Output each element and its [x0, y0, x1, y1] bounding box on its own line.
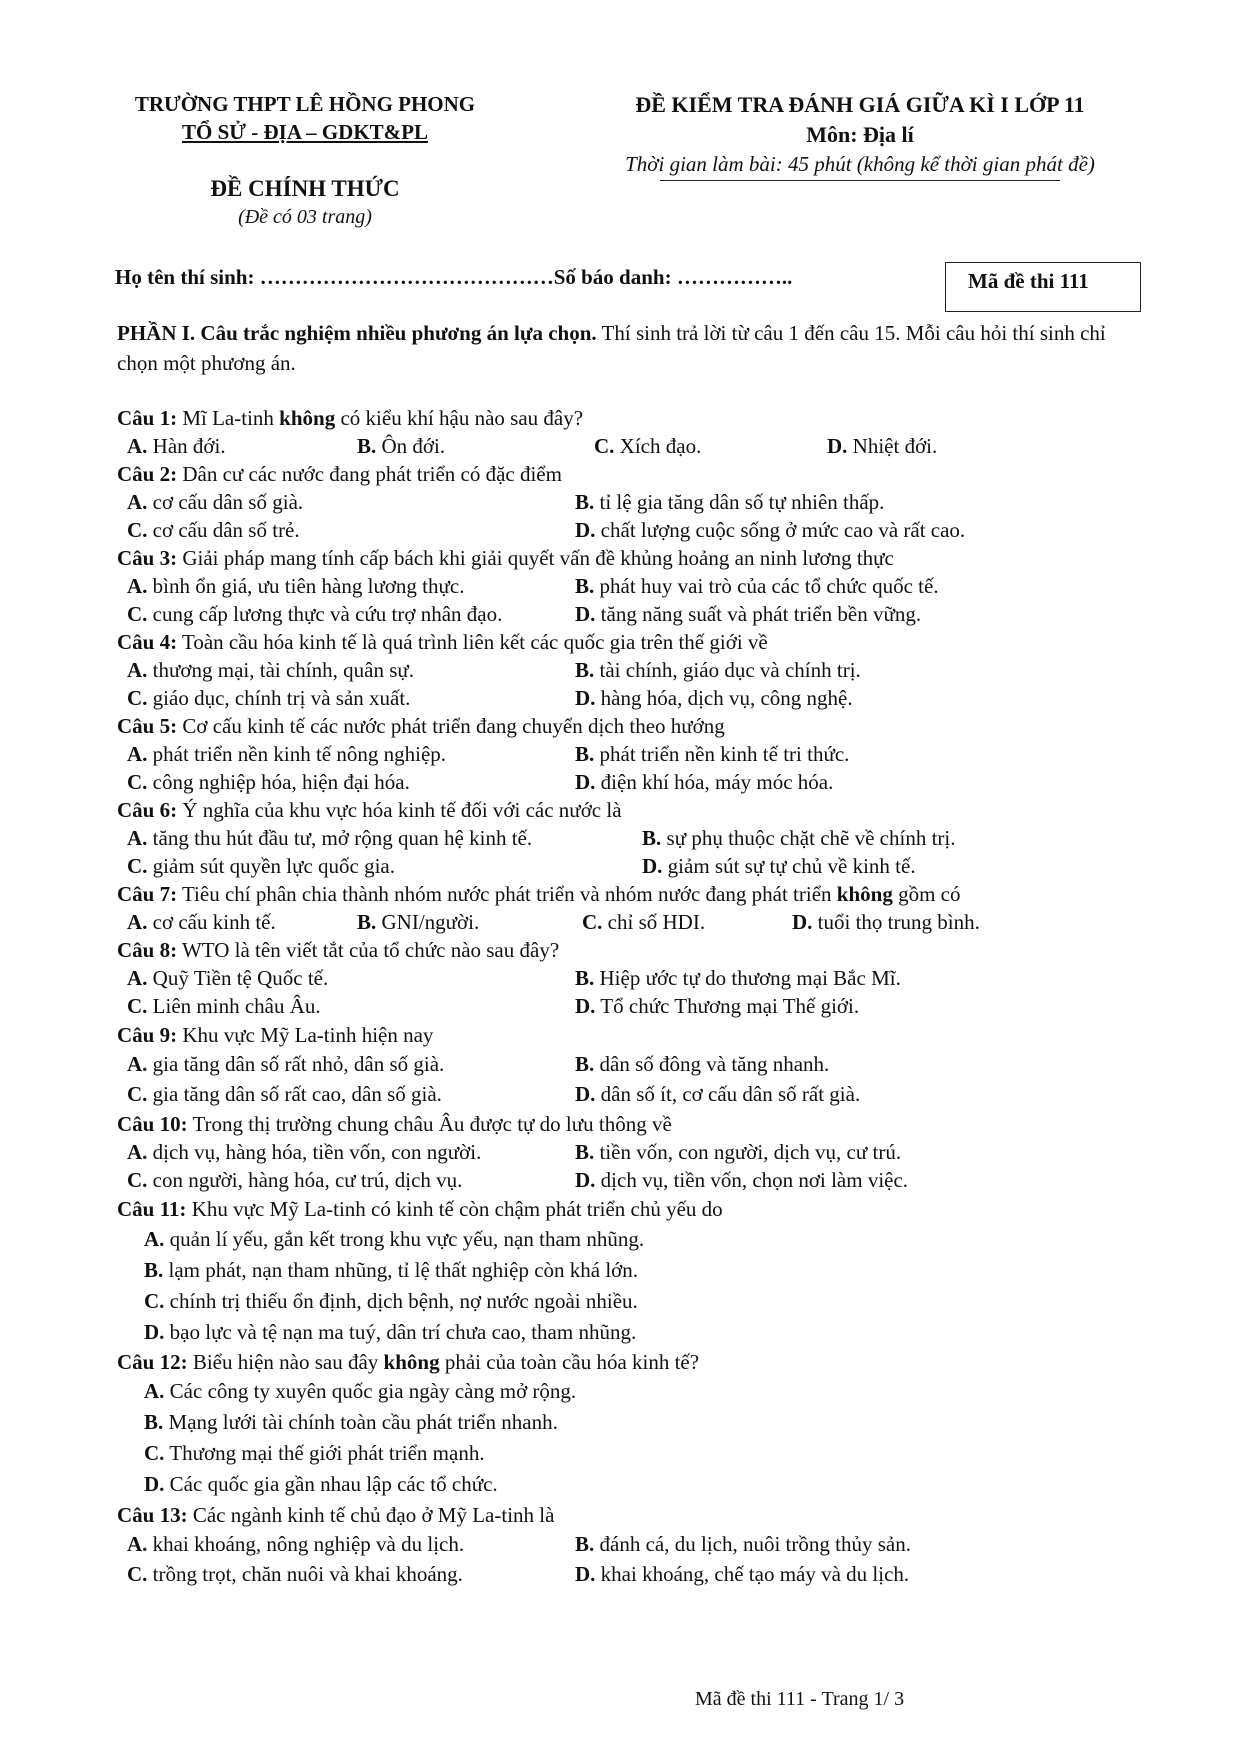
answer-option-d: [575, 600, 921, 628]
option-letter: A.: [127, 490, 148, 514]
question-text: Tiêu chí phân chia thành nhóm nước phát triển và nhóm nước đang phát triển: [177, 882, 837, 906]
option-text: Mạng lưới tài chính toàn cầu phát triển nhanh.: [163, 1410, 558, 1434]
option-text: giảm sút quyền lực quốc gia.: [147, 854, 396, 878]
option-letter: B.: [575, 1140, 595, 1164]
option-text: tăng năng suất và phát triển bền vững.: [595, 602, 922, 626]
option-text: tuổi thọ trung bình.: [812, 910, 980, 934]
option-text: điện khí hóa, máy móc hóa.: [595, 770, 834, 794]
question-emphasis: không: [383, 1350, 440, 1374]
question-text-tail: có kiểu khí hậu nào sau đây?: [335, 406, 584, 430]
option-text: con người, hàng hóa, cư trú, dịch vụ.: [147, 1168, 463, 1192]
question-number: Câu 13:: [117, 1503, 188, 1527]
question-number: Câu 5:: [117, 714, 178, 738]
answer-option-b: [575, 1138, 901, 1166]
answer-option-d: [792, 908, 980, 936]
question-stem: [117, 880, 1127, 908]
option-text: GNI/người.: [376, 910, 480, 934]
options-row: [117, 964, 1127, 992]
option-letter: D.: [827, 434, 848, 458]
option-letter: A.: [144, 1227, 165, 1251]
school-name: TRƯỜNG THPT LÊ HỒNG PHONG: [134, 92, 476, 116]
answer-option-a: [117, 1224, 1127, 1255]
question-text: Biểu hiện nào sau đây: [187, 1350, 384, 1374]
option-letter: C.: [127, 770, 148, 794]
option-letter: C.: [127, 602, 148, 626]
answer-option-d: [575, 768, 833, 796]
answer-option-a: [127, 1530, 464, 1558]
option-letter: B.: [144, 1410, 164, 1434]
name-blank: ……………………………………: [259, 265, 554, 289]
answer-option-b: [575, 572, 939, 600]
option-text: gia tăng dân số rất nhỏ, dân số già.: [147, 1052, 445, 1076]
option-letter: C.: [127, 518, 148, 542]
question-item: [117, 1500, 1127, 1590]
exam-code: Mã đề thi 111: [968, 269, 1089, 293]
option-text: lạm phát, nạn tham nhũng, tỉ lệ thất nghiệp còn khá lớn.: [163, 1258, 639, 1282]
id-blank: ……………..: [676, 265, 793, 289]
answer-option-b: [117, 1407, 1127, 1438]
answer-option-d: [642, 852, 916, 880]
options-row: [117, 432, 1127, 460]
options-row: [117, 1080, 1127, 1110]
option-letter: D.: [575, 770, 596, 794]
option-letter: A.: [127, 574, 148, 598]
answer-option-c: [127, 1560, 463, 1588]
option-letter: C.: [127, 1082, 148, 1106]
answer-option-c: [582, 908, 705, 936]
option-letter: A.: [144, 1379, 165, 1403]
option-letter: D.: [792, 910, 813, 934]
answer-option-c: [127, 684, 410, 712]
question-text-tail: gồm có: [892, 882, 961, 906]
question-number: Câu 9:: [117, 1023, 178, 1047]
option-text: công nghiệp hóa, hiện đại hóa.: [147, 770, 410, 794]
option-letter: B.: [575, 742, 595, 766]
answer-option-b: [575, 1530, 911, 1558]
question-number: Câu 2:: [117, 462, 178, 486]
question-text: Các ngành kinh tế chủ đạo ở Mỹ La-tinh là: [187, 1503, 555, 1527]
question-item: [117, 1110, 1127, 1194]
question-text: Giải pháp mang tính cấp bách khi giải quyết vấn đề khủng hoảng an ninh lương thực: [177, 546, 894, 570]
option-letter: A.: [127, 434, 148, 458]
exam-code-box: [945, 262, 1141, 312]
option-text: giáo dục, chính trị và sản xuất.: [147, 686, 411, 710]
question-emphasis: không: [836, 882, 893, 906]
option-text: thương mại, tài chính, quân sự.: [147, 658, 415, 682]
option-letter: C.: [127, 1168, 148, 1192]
question-number: Câu 12:: [117, 1350, 188, 1374]
question-text-tail: phải của toàn cầu hóa kinh tế?: [439, 1350, 700, 1374]
answer-option-a: [127, 572, 464, 600]
question-item: [117, 1348, 1127, 1500]
option-letter: C.: [127, 1562, 148, 1586]
option-text: Xích đạo.: [614, 434, 702, 458]
school-header: [105, 90, 505, 230]
answer-option-d: [575, 516, 965, 544]
option-letter: A.: [127, 910, 148, 934]
option-text: quản lí yếu, gắn kết trong khu vực yếu, nạn tham nhũng.: [164, 1227, 645, 1251]
option-letter: C.: [144, 1289, 165, 1313]
question-item: [117, 404, 1127, 460]
options-row: [117, 516, 1127, 544]
page-footer: Mã đề thi 111 - Trang 1/ 3: [695, 1688, 905, 1710]
option-text: dịch vụ, hàng hóa, tiền vốn, con người.: [147, 1140, 482, 1164]
option-letter: C.: [127, 994, 148, 1018]
option-text: dịch vụ, tiền vốn, chọn nơi làm việc.: [595, 1168, 909, 1192]
option-text: cung cấp lương thực và cứu trợ nhân đạo.: [147, 602, 503, 626]
options-row: [117, 656, 1127, 684]
options-row: [117, 908, 1127, 936]
option-letter: D.: [575, 686, 596, 710]
question-item: [117, 936, 1127, 1020]
question-text: Cơ cấu kinh tế các nước phát triển đang chuyển dịch theo hướng: [177, 714, 725, 738]
options-row: [117, 1560, 1127, 1590]
option-letter: D.: [575, 1082, 596, 1106]
option-letter: B.: [575, 966, 595, 990]
option-letter: B.: [575, 490, 595, 514]
answer-option-d: [575, 684, 853, 712]
exam-header: [560, 90, 1160, 181]
question-number: Câu 6:: [117, 798, 178, 822]
answer-option-d: [575, 992, 859, 1020]
option-text: trồng trọt, chăn nuôi và khai khoáng.: [147, 1562, 463, 1586]
option-letter: C.: [582, 910, 603, 934]
option-text: giảm sút sự tự chủ về kinh tế.: [662, 854, 916, 878]
answer-option-d: [117, 1317, 1127, 1348]
option-text: Quỹ Tiền tệ Quốc tế.: [147, 966, 329, 990]
question-text: Khu vực Mỹ La-tinh có kinh tế còn chậm phát triển chủ yếu do: [186, 1197, 723, 1221]
question-stem: [117, 544, 1127, 572]
question-stem: [117, 796, 1127, 824]
answer-option-c: [127, 516, 300, 544]
option-letter: A.: [127, 1052, 148, 1076]
answer-option-d: [575, 1560, 909, 1588]
option-letter: B.: [575, 658, 595, 682]
option-text: đánh cá, du lịch, nuôi trồng thủy sản.: [594, 1532, 911, 1556]
answer-option-c: [117, 1286, 1127, 1317]
answer-option-c: [127, 992, 321, 1020]
option-text: Nhiệt đới.: [847, 434, 938, 458]
options-row: [117, 488, 1127, 516]
option-letter: B.: [575, 574, 595, 598]
answer-option-a: [127, 824, 532, 852]
option-letter: A.: [127, 1532, 148, 1556]
option-letter: B.: [642, 826, 662, 850]
department-name: TỔ SỬ - ĐỊA – GDKT&PL: [182, 120, 428, 144]
option-text: chất lượng cuộc sống ở mức cao và rất cao.: [595, 518, 966, 542]
question-item: [117, 796, 1127, 880]
answer-option-c: [127, 768, 410, 796]
answer-option-a: [127, 1050, 444, 1078]
options-row: [117, 684, 1127, 712]
option-letter: A.: [127, 742, 148, 766]
answer-option-c: [127, 1166, 462, 1194]
options-row: [117, 572, 1127, 600]
options-row: [117, 824, 1127, 852]
question-stem: [117, 712, 1127, 740]
options-row: [117, 1050, 1127, 1080]
answer-option-c: [127, 852, 395, 880]
question-stem: [117, 1110, 1127, 1138]
option-letter: C.: [127, 854, 148, 878]
option-letter: D.: [575, 1168, 596, 1192]
option-text: Ôn đới.: [376, 434, 446, 458]
question-stem: [117, 404, 1127, 432]
answer-option-a: [127, 908, 276, 936]
part-instructions: [117, 318, 1117, 378]
answer-option-b: [575, 740, 849, 768]
option-text: Tổ chức Thương mại Thế giới.: [595, 994, 860, 1018]
option-letter: D.: [575, 602, 596, 626]
question-text: Khu vực Mỹ La-tinh hiện nay: [177, 1023, 434, 1047]
id-label: Số báo danh:: [553, 265, 677, 289]
option-text: tiền vốn, con người, dịch vụ, cư trú.: [594, 1140, 902, 1164]
option-letter: D.: [144, 1320, 165, 1344]
answer-option-b: [575, 1050, 829, 1078]
answer-option-a: [127, 1138, 481, 1166]
options-row: [117, 1166, 1127, 1194]
option-text: phát triển nền kinh tế nông nghiệp.: [147, 742, 447, 766]
answer-option-a: [127, 964, 328, 992]
question-stem: [117, 628, 1127, 656]
question-text: Dân cư các nước đang phát triển có đặc điểm: [177, 462, 562, 486]
question-number: Câu 8:: [117, 938, 178, 962]
question-text: Trong thị trường chung châu Âu được tự do lưu thông về: [187, 1112, 672, 1136]
option-text: Hàn đới.: [147, 434, 226, 458]
student-info-line: [115, 265, 792, 290]
option-text: cơ cấu kinh tế.: [147, 910, 276, 934]
option-text: cơ cấu dân số già.: [147, 490, 304, 514]
option-letter: B.: [357, 910, 377, 934]
option-letter: C.: [144, 1441, 165, 1465]
option-text: khai khoáng, chế tạo máy và du lịch.: [595, 1562, 910, 1586]
options-row: [117, 1138, 1127, 1166]
question-stem: [117, 1194, 1127, 1224]
answer-option-d: [575, 1080, 860, 1108]
question-emphasis: không: [279, 406, 336, 430]
options-row: [117, 768, 1127, 796]
option-text: chỉ số HDI.: [602, 910, 706, 934]
question-item: [117, 628, 1127, 712]
question-item: [117, 712, 1127, 796]
question-item: [117, 544, 1127, 628]
option-letter: C.: [594, 434, 615, 458]
option-letter: D.: [575, 994, 596, 1018]
answer-option-c: [127, 600, 502, 628]
answer-option-a: [117, 1376, 1127, 1407]
question-text: Mĩ La-tinh: [177, 406, 280, 430]
option-letter: A.: [127, 966, 148, 990]
answer-option-a: [127, 656, 414, 684]
answer-option-a: [127, 432, 226, 460]
option-letter: A.: [127, 658, 148, 682]
option-text: Các công ty xuyên quốc gia ngày càng mở rộng.: [164, 1379, 577, 1403]
option-text: tài chính, giáo dục và chính trị.: [594, 658, 861, 682]
option-letter: D.: [144, 1472, 165, 1496]
answer-option-a: [127, 488, 303, 516]
question-item: [117, 1020, 1127, 1110]
option-letter: B.: [144, 1258, 164, 1282]
answer-option-d: [117, 1469, 1127, 1500]
question-text: Toàn cầu hóa kinh tế là quá trình liên kết các quốc gia trên thế giới về: [177, 630, 768, 654]
question-stem: [117, 936, 1127, 964]
option-text: Hiệp ước tự do thương mại Bắc Mĩ.: [594, 966, 901, 990]
part-title: PHẦN I. Câu trắc nghiệm nhiều phương án lựa chọn.: [117, 321, 597, 345]
option-text: Thương mại thế giới phát triển mạnh.: [164, 1441, 485, 1465]
question-number: Câu 4:: [117, 630, 178, 654]
option-text: khai khoáng, nông nghiệp và du lịch.: [147, 1532, 465, 1556]
option-text: dân số ít, cơ cấu dân số rất già.: [595, 1082, 861, 1106]
question-stem: [117, 1500, 1127, 1530]
question-text: Ý nghĩa của khu vực hóa kinh tế đối với các nước là: [177, 798, 622, 822]
answer-option-d: [575, 1166, 908, 1194]
question-number: Câu 1:: [117, 406, 178, 430]
name-label: Họ tên thí sinh:: [115, 265, 260, 289]
option-letter: A.: [127, 1140, 148, 1164]
question-item: [117, 1194, 1127, 1348]
time-note: Thời gian làm bài: 45 phút (không kể thời gian phát đề): [625, 152, 1095, 176]
answer-option-d: [827, 432, 937, 460]
option-text: tăng thu hút đầu tư, mở rộng quan hệ kinh tế.: [147, 826, 533, 850]
option-letter: C.: [127, 686, 148, 710]
question-stem: [117, 1020, 1127, 1050]
option-text: bạo lực và tệ nạn ma tuý, dân trí chưa cao, tham nhũng.: [164, 1320, 637, 1344]
options-row: [117, 600, 1127, 628]
question-item: [117, 460, 1127, 544]
answer-option-b: [357, 432, 445, 460]
question-list: [117, 404, 1127, 1590]
question-text: WTO là tên viết tắt của tổ chức nào sau đây?: [177, 938, 560, 962]
option-text: Liên minh châu Âu.: [147, 994, 321, 1018]
option-text: chính trị thiếu ổn định, dịch bệnh, nợ nước ngoài nhiều.: [164, 1289, 638, 1313]
option-text: dân số đông và tăng nhanh.: [594, 1052, 830, 1076]
option-letter: B.: [357, 434, 377, 458]
answer-option-b: [575, 964, 901, 992]
option-text: bình ổn giá, ưu tiên hàng lương thực.: [147, 574, 465, 598]
answer-option-b: [642, 824, 955, 852]
option-text: sự phụ thuộc chặt chẽ về chính trị.: [661, 826, 956, 850]
answer-option-b: [575, 656, 861, 684]
option-text: tỉ lệ gia tăng dân số tự nhiên thấp.: [594, 490, 885, 514]
options-row: [117, 1530, 1127, 1560]
question-number: Câu 3:: [117, 546, 178, 570]
option-text: hàng hóa, dịch vụ, công nghệ.: [595, 686, 853, 710]
subject: Môn: Địa lí: [806, 122, 914, 147]
option-text: phát triển nền kinh tế tri thức.: [594, 742, 850, 766]
question-number: Câu 10:: [117, 1112, 188, 1136]
header-divider: [660, 180, 1060, 181]
option-text: Các quốc gia gần nhau lập các tổ chức.: [164, 1472, 498, 1496]
options-row: [117, 992, 1127, 1020]
answer-option-c: [127, 1080, 442, 1108]
question-number: Câu 7:: [117, 882, 178, 906]
answer-option-c: [594, 432, 701, 460]
answer-option-b: [117, 1255, 1127, 1286]
official-label: ĐỀ CHÍNH THỨC: [210, 176, 400, 201]
question-stem: [117, 460, 1127, 488]
option-letter: B.: [575, 1052, 595, 1076]
answer-option-b: [357, 908, 479, 936]
page-count-note: (Đề có 03 trang): [238, 206, 372, 228]
answer-option-b: [575, 488, 884, 516]
option-letter: D.: [575, 1562, 596, 1586]
question-item: [117, 880, 1127, 936]
part-instructions-text: Thí sinh trả lời từ câu 1 đến câu 15. Mỗi câu hỏi thí sinh chỉ chọn một phương án.: [117, 321, 1106, 375]
option-letter: A.: [127, 826, 148, 850]
exam-title: ĐỀ KIỂM TRA ĐÁNH GIÁ GIỮA KÌ I LỚP 11: [635, 92, 1085, 117]
option-letter: D.: [642, 854, 663, 878]
options-row: [117, 852, 1127, 880]
option-text: cơ cấu dân số trẻ.: [147, 518, 300, 542]
question-number: Câu 11:: [117, 1197, 187, 1221]
option-text: phát huy vai trò của các tổ chức quốc tế.: [594, 574, 939, 598]
option-text: gia tăng dân số rất cao, dân số già.: [147, 1082, 442, 1106]
answer-option-a: [127, 740, 446, 768]
option-letter: B.: [575, 1532, 595, 1556]
options-row: [117, 740, 1127, 768]
answer-option-c: [117, 1438, 1127, 1469]
option-letter: D.: [575, 518, 596, 542]
question-stem: [117, 1348, 1127, 1376]
